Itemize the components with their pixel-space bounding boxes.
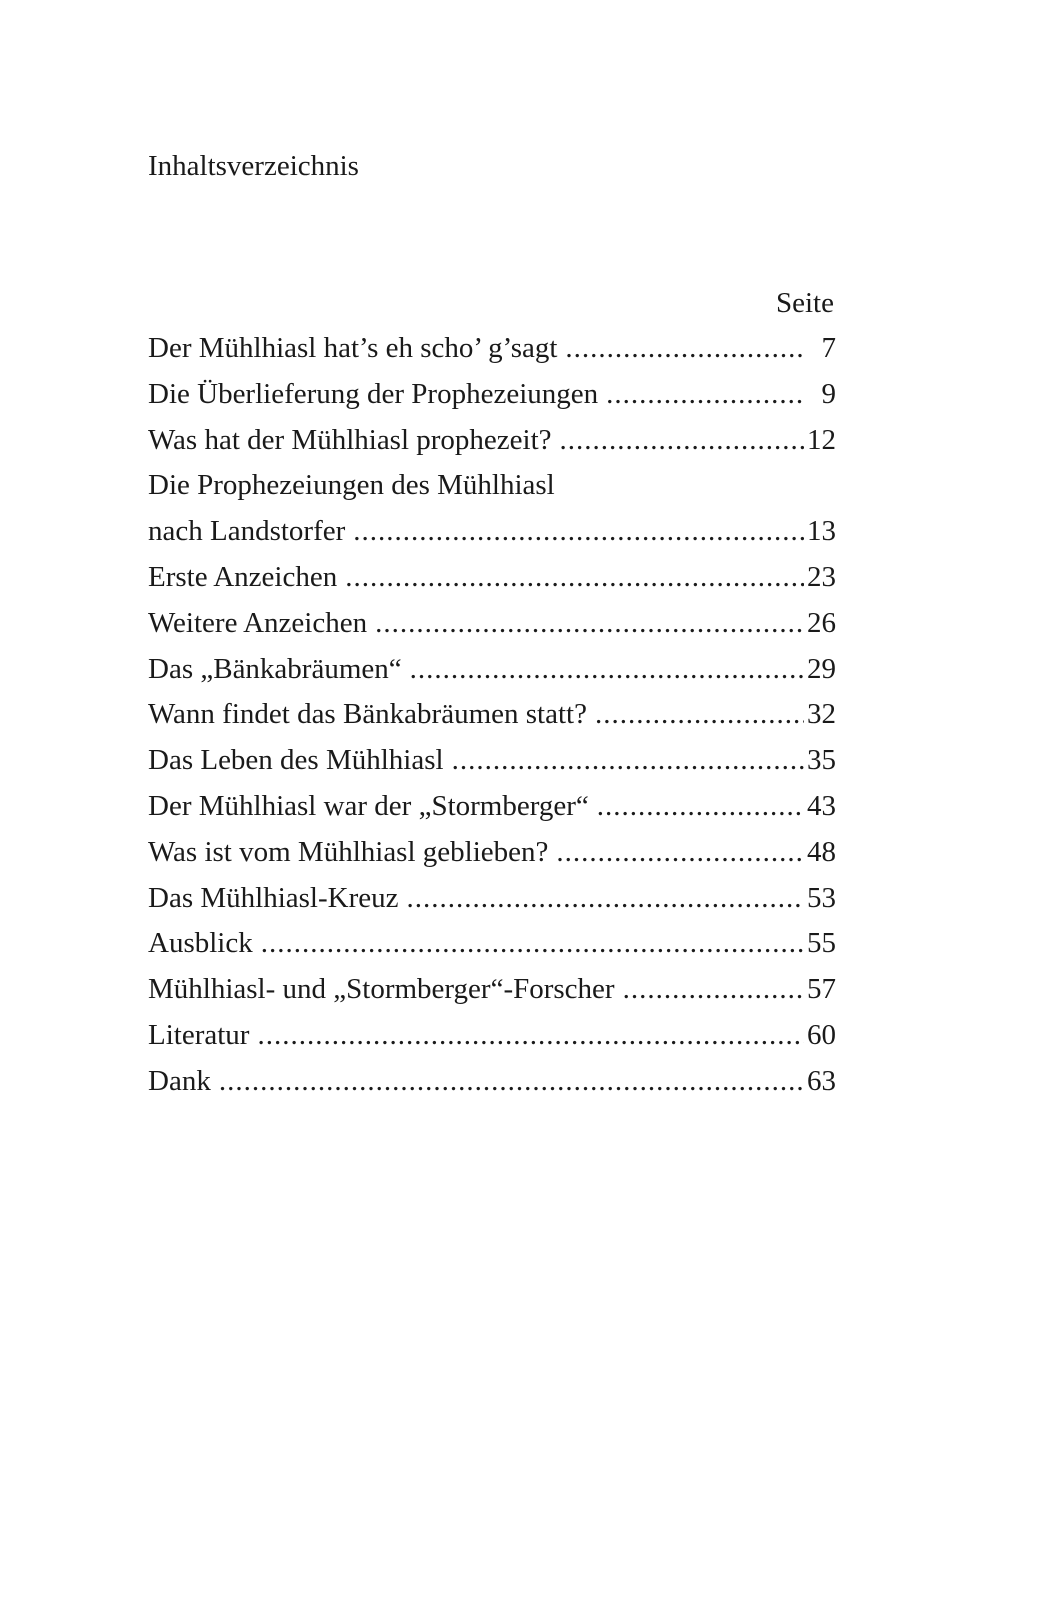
- toc-entry-title: Was ist vom Mühlhiasl geblieben?: [148, 835, 549, 868]
- toc-entry-page-number: 26: [807, 606, 836, 639]
- toc-entry-title: Der Mühlhiasl hat’s eh scho’ g’sagt: [148, 332, 558, 364]
- toc-entry: [148, 832, 836, 878]
- toc-entry: [148, 786, 836, 832]
- toc-entry-title: Das Leben des Mühlhiasl: [148, 744, 444, 777]
- dot-leader: [261, 923, 804, 963]
- dot-leader: [353, 511, 804, 551]
- dot-leader: [375, 603, 804, 643]
- toc-entry-page-number: 13: [807, 515, 836, 548]
- dot-leader: [623, 969, 804, 1009]
- toc-entry-page-number: 57: [807, 973, 836, 1006]
- toc-entry-title: Was hat der Mühlhiasl prophezeit?: [148, 423, 552, 456]
- dot-leader: [556, 832, 804, 872]
- toc-entry-page-number: 55: [807, 927, 836, 960]
- toc-entry-page-number: 43: [807, 789, 836, 822]
- dot-leader: [597, 786, 804, 826]
- toc-entry: [148, 420, 836, 466]
- toc-entry-page-number: 53: [807, 881, 836, 914]
- toc-entry: [148, 511, 836, 557]
- dot-leader: [406, 878, 804, 918]
- toc-entry-title: Das Mühlhiasl-Kreuz: [148, 881, 399, 914]
- toc-entry-page-number: 60: [807, 1018, 836, 1051]
- toc-entry-page-number: 48: [807, 835, 836, 868]
- toc-entry: [148, 969, 836, 1015]
- toc-entry: [148, 740, 836, 786]
- dot-leader: [560, 420, 804, 460]
- toc-entry: [148, 374, 836, 420]
- dot-leader: [595, 694, 804, 734]
- toc-entry-title: Der Mühlhiasl war der „Stormberger“: [148, 789, 589, 822]
- toc-entry-page-number: 9: [821, 377, 836, 410]
- toc-entry-title: nach Landstorfer: [148, 515, 346, 548]
- toc-entry-title: Das „Bänkabräumen“: [148, 652, 402, 685]
- toc-entry: [148, 694, 836, 740]
- toc-entry-title: Wann findet das Bänkabräumen statt?: [148, 698, 587, 731]
- toc-entry-page-number: 35: [807, 744, 836, 777]
- toc-entry: [148, 1061, 836, 1107]
- dot-leader: [452, 740, 804, 780]
- toc-entry-title: Erste Anzeichen: [148, 560, 338, 593]
- dot-leader: [565, 328, 804, 368]
- toc-entry-page-number: 29: [807, 652, 836, 685]
- toc-entry-list: [148, 328, 836, 1107]
- toc-entry-page-number: 7: [821, 332, 836, 364]
- toc-entry-title: Dank: [148, 1064, 211, 1097]
- toc-entry-title: Ausblick: [148, 927, 253, 960]
- toc-entry: [148, 557, 836, 603]
- dot-leader: [345, 557, 804, 597]
- toc-entry-page-number: 12: [807, 423, 836, 456]
- toc-entry: [148, 878, 836, 924]
- toc-entry-title: Literatur: [148, 1018, 250, 1051]
- toc-entry-page-number: 32: [807, 698, 836, 731]
- page-column-label: Seite: [776, 287, 834, 319]
- page-title: Inhaltsverzeichnis: [148, 150, 359, 182]
- table-of-contents: [148, 283, 836, 1107]
- toc-entry: [148, 1015, 836, 1061]
- toc-entry-title: Die Überlieferung der Prophezeiungen: [148, 377, 599, 410]
- toc-entry: [148, 328, 836, 374]
- toc-entry-page-number: 63: [807, 1064, 836, 1097]
- toc-entry: [148, 603, 836, 649]
- dot-leader: [410, 649, 804, 689]
- toc-entry-title: Die Prophezeiungen des Mühlhiasl: [148, 469, 555, 502]
- dot-leader: [219, 1061, 804, 1101]
- toc-entry: [148, 465, 836, 511]
- toc-entry: [148, 649, 836, 695]
- dot-leader: [257, 1015, 804, 1055]
- dot-leader: [606, 374, 804, 414]
- toc-entry-title: Weitere Anzeichen: [148, 606, 368, 639]
- toc-entry-page-number: 23: [807, 560, 836, 593]
- toc-entry: [148, 923, 836, 969]
- toc-entry-title: Mühlhiasl- und „Stormberger“-Forscher: [148, 973, 615, 1006]
